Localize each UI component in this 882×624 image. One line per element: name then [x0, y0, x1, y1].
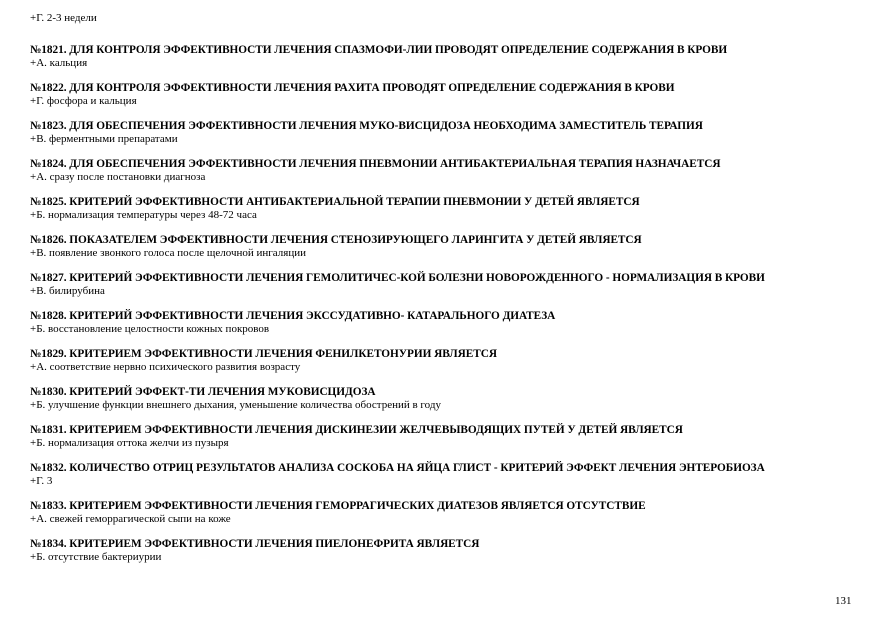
- answer-text: +Б. нормализация температуры через 48-72 часа: [30, 209, 257, 221]
- question-block: [30, 347, 860, 374]
- question-block: [30, 233, 860, 260]
- answer-text: +А. соответствие нервно психического развития возрасту: [30, 361, 301, 373]
- answer-text: +Г. фосфора и кальция: [30, 95, 137, 107]
- question-text: №1830. КРИТЕРИЙ ЭФФЕКТ-ТИ ЛЕЧЕНИЯ МУКОВИСЦИДОЗА: [30, 386, 376, 398]
- answer-text: +Б. улучшение функции внешнего дыхания, уменьшение количества обострений в году: [30, 399, 441, 411]
- question-text: №1834. КРИТЕРИЕМ ЭФФЕКТИВНОСТИ ЛЕЧЕНИЯ ПИЕЛОНЕФРИТА ЯВЛЯЕТСЯ: [30, 538, 480, 550]
- question-text: №1829. КРИТЕРИЕМ ЭФФЕКТИВНОСТИ ЛЕЧЕНИЯ ФЕНИЛКЕТОНУРИИ ЯВЛЯЕТСЯ: [30, 348, 497, 360]
- question-text: №1832. КОЛИЧЕСТВО ОТРИЦ РЕЗУЛЬТАТОВ АНАЛИЗА СОСКОБА НА ЯЙЦА ГЛИСТ - КРИТЕРИЙ ЭФФЕКТ ЛЕЧЕНИЯ ЭНТЕРОБИОЗА: [30, 462, 765, 474]
- question-block: [30, 385, 860, 412]
- answer-text: +В. появление звонкого голоса после щелочной ингаляции: [30, 247, 306, 259]
- question-block: [30, 537, 860, 564]
- carry-over-answer: +Г. 2-3 недели: [30, 12, 97, 24]
- document-page: [30, 12, 860, 575]
- question-text: №1821. ДЛЯ КОНТРОЛЯ ЭФФЕКТИВНОСТИ ЛЕЧЕНИЯ СПАЗМОФИ-ЛИИ ПРОВОДЯТ ОПРЕДЕЛЕНИЕ СОДЕРЖАНИЯ В КРОВИ: [30, 44, 728, 56]
- question-block: [30, 271, 860, 298]
- answer-text: +В. ферментными препаратами: [30, 133, 178, 145]
- answer-text: +Б. восстановление целостности кожных покровов: [30, 323, 270, 335]
- question-block: [30, 43, 860, 70]
- question-block: [30, 423, 860, 450]
- page-number: 131: [835, 595, 852, 607]
- question-text: №1824. ДЛЯ ОБЕСПЕЧЕНИЯ ЭФФЕКТИВНОСТИ ЛЕЧЕНИЯ ПНЕВМОНИИ АНТИБАКТЕРИАЛЬНАЯ ТЕРАПИЯ НАЗНАЧАЕТСЯ: [30, 158, 721, 170]
- answer-text: +В. билирубина: [30, 285, 105, 297]
- answer-text: +Б. отсутствие бактериурии: [30, 551, 162, 563]
- answer-text: +А. сразу после постановки диагноза: [30, 171, 206, 183]
- question-text: №1822. ДЛЯ КОНТРОЛЯ ЭФФЕКТИВНОСТИ ЛЕЧЕНИЯ РАХИТА ПРОВОДЯТ ОПРЕДЕЛЕНИЕ СОДЕРЖАНИЯ В КРОВИ: [30, 82, 675, 94]
- question-block: [30, 157, 860, 184]
- question-text: №1828. КРИТЕРИЙ ЭФФЕКТИВНОСТИ ЛЕЧЕНИЯ ЭКССУДАТИВНО- КАТАРАЛЬНОГО ДИАТЕЗА: [30, 310, 556, 322]
- answer-text: +Б. нормализация оттока желчи из пузыря: [30, 437, 229, 449]
- question-text: №1825. КРИТЕРИЙ ЭФФЕКТИВНОСТИ АНТИБАКТЕРИАЛЬНОЙ ТЕРАПИИ ПНЕВМОНИИ У ДЕТЕЙ ЯВЛЯЕТСЯ: [30, 196, 640, 208]
- question-block: [30, 499, 860, 526]
- question-block: [30, 81, 860, 108]
- question-text: №1831. КРИТЕРИЕМ ЭФФЕКТИВНОСТИ ЛЕЧЕНИЯ ДИСКИНЕЗИИ ЖЕЛЧЕВЫВОДЯЩИХ ПУТЕЙ У ДЕТЕЙ ЯВЛЯЕТСЯ: [30, 424, 683, 436]
- question-text: №1827. КРИТЕРИЙ ЭФФЕКТИВНОСТИ ЛЕЧЕНИЯ ГЕМОЛИТИЧЕС-КОЙ БОЛЕЗНИ НОВОРОЖДЕННОГО - НОРМАЛИЗАЦИЯ В КРОВИ: [30, 272, 765, 284]
- question-text: №1833. КРИТЕРИЕМ ЭФФЕКТИВНОСТИ ЛЕЧЕНИЯ ГЕМОРРАГИЧЕСКИХ ДИАТЕЗОВ ЯВЛЯЕТСЯ ОТСУТСТВИЕ: [30, 500, 646, 512]
- question-text: №1826. ПОКАЗАТЕЛЕМ ЭФФЕКТИВНОСТИ ЛЕЧЕНИЯ СТЕНОЗИРУЮЩЕГО ЛАРИНГИТА У ДЕТЕЙ ЯВЛЯЕТСЯ: [30, 234, 642, 246]
- question-block: [30, 461, 860, 488]
- question-block: [30, 195, 860, 222]
- question-text: №1823. ДЛЯ ОБЕСПЕЧЕНИЯ ЭФФЕКТИВНОСТИ ЛЕЧЕНИЯ МУКО-ВИСЦИДОЗА НЕОБХОДИМА ЗАМЕСТИТЕЛЬ ТЕРАПИЯ: [30, 120, 703, 132]
- question-block: [30, 119, 860, 146]
- answer-text: +А. свежей геморрагической сыпи на коже: [30, 513, 231, 525]
- answer-text: +Г. 3: [30, 475, 53, 487]
- question-block: [30, 309, 860, 336]
- question-list: [30, 43, 860, 564]
- answer-text: +А. кальция: [30, 57, 88, 69]
